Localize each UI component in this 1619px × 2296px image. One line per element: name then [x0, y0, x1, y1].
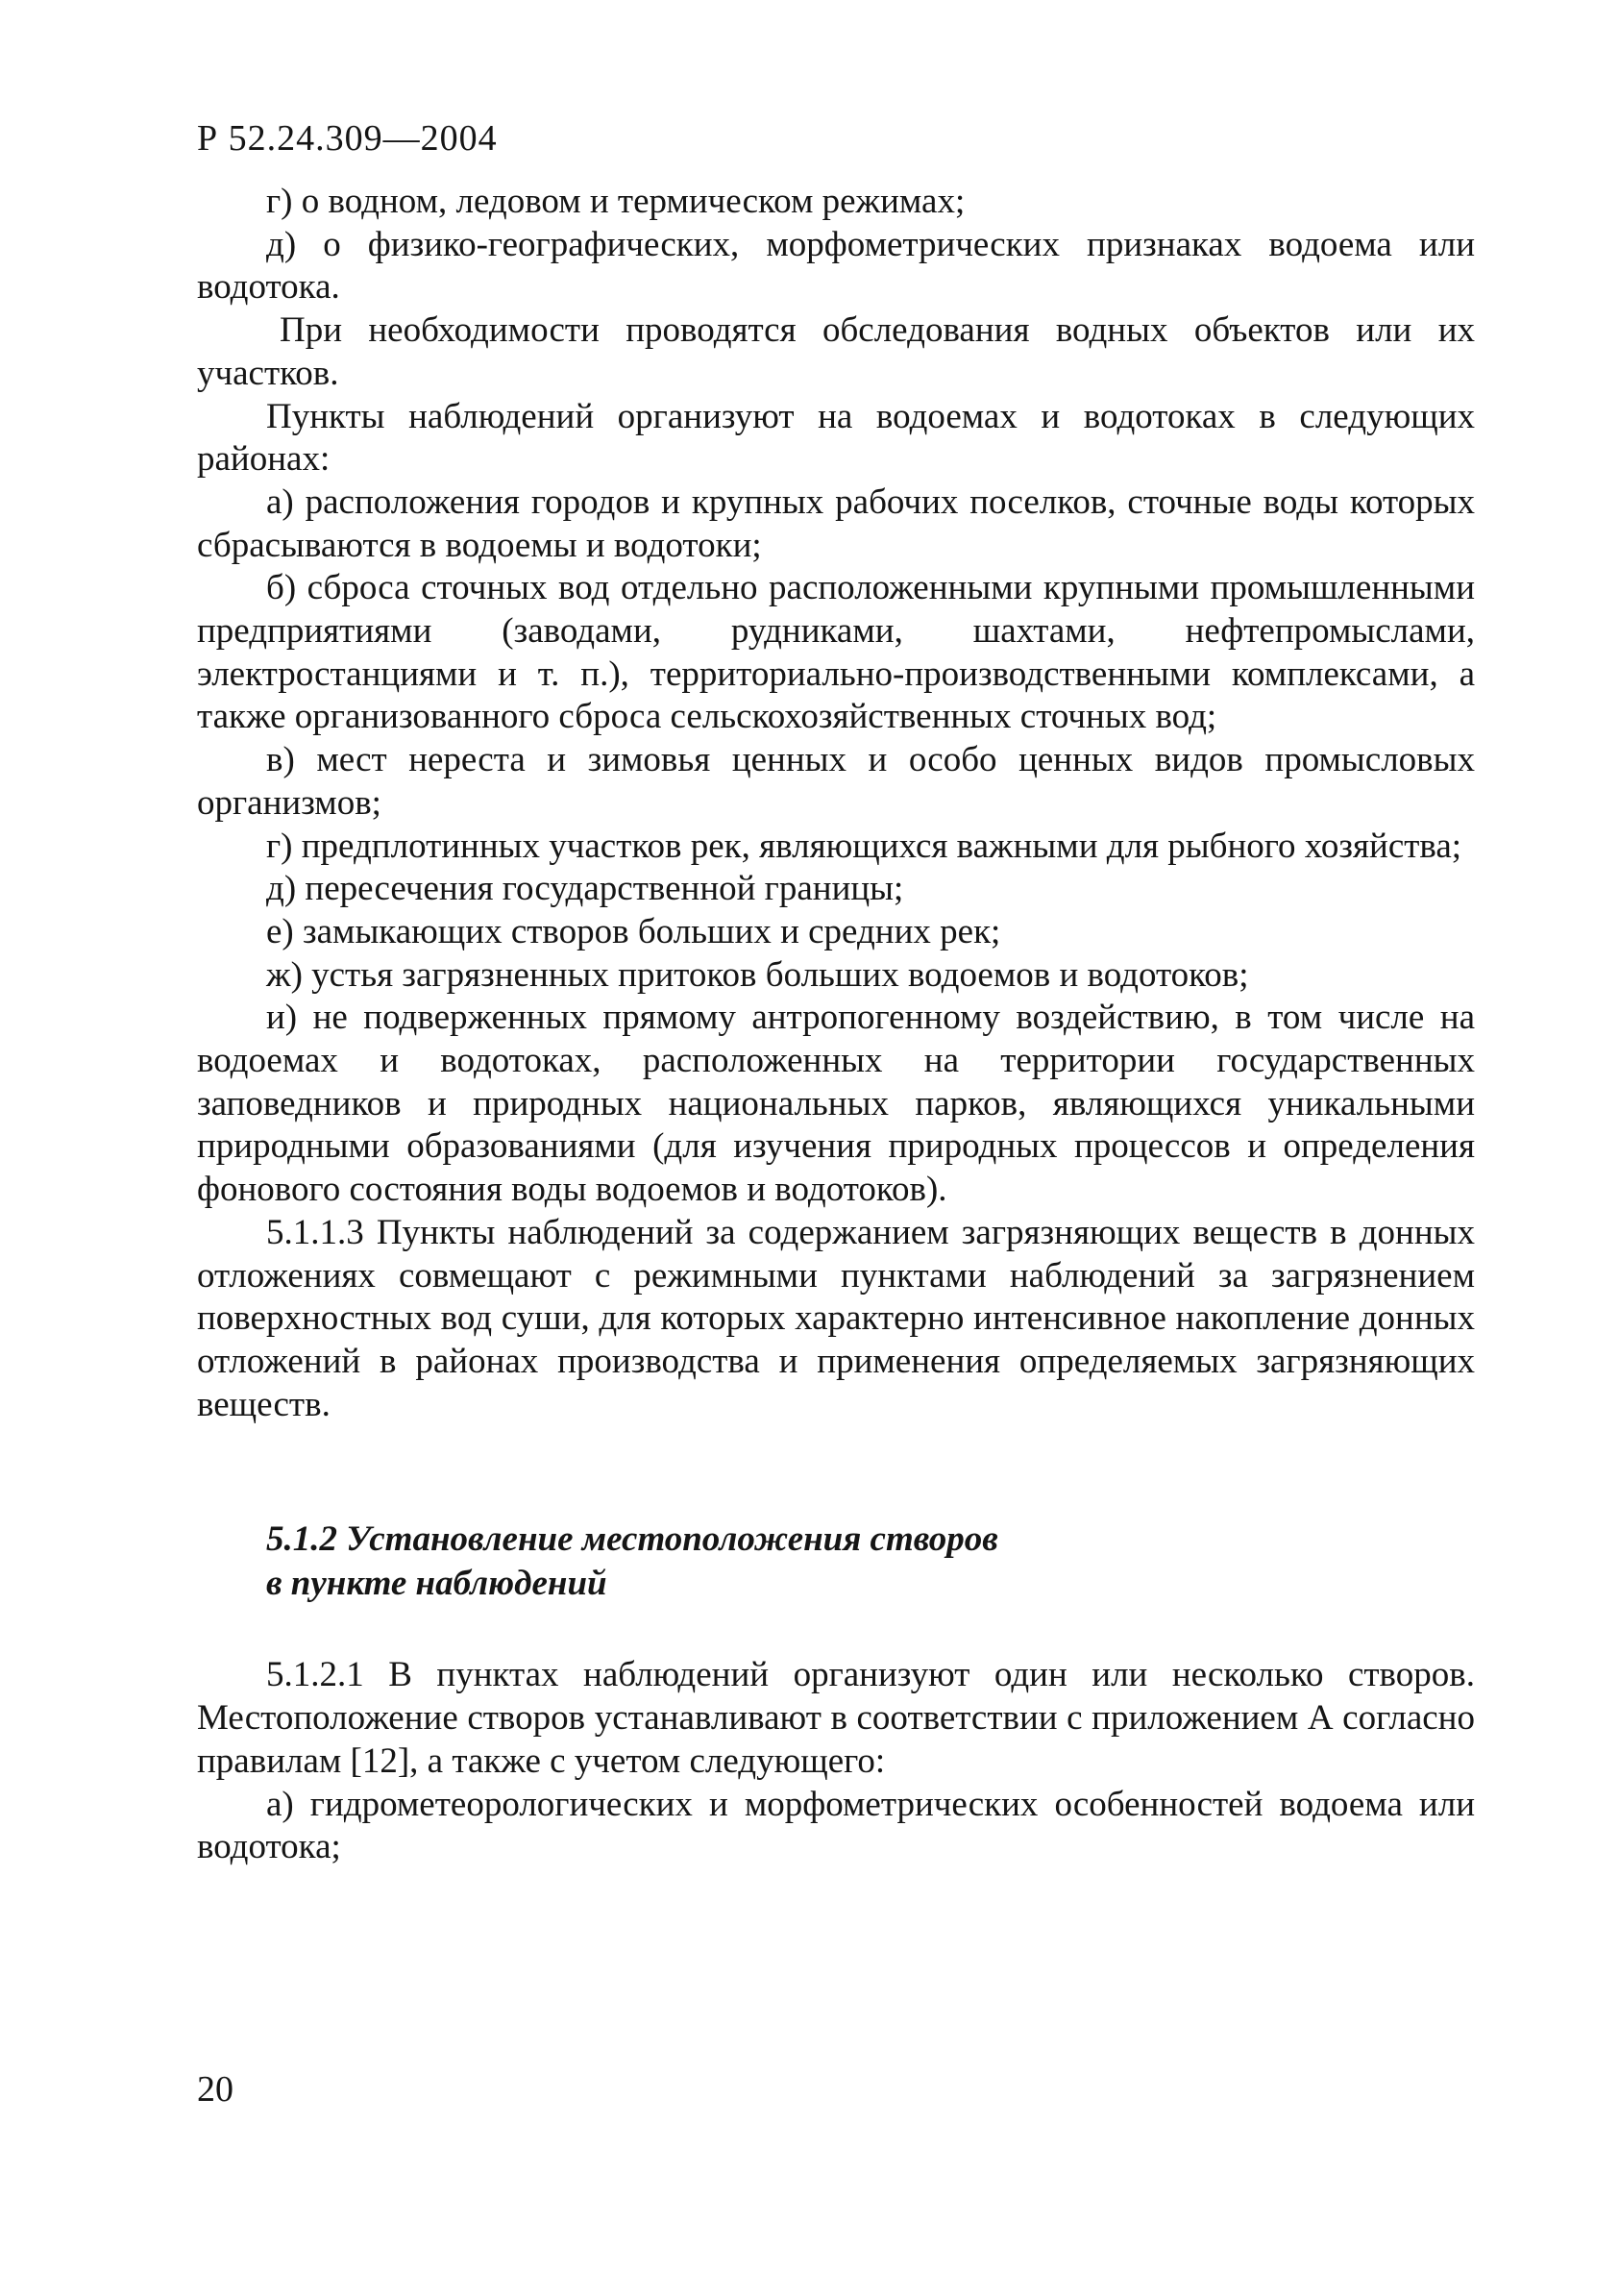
clause-5-1-1-3: 5.1.1.3 Пункты наблюдений за содержанием загрязняющих веществ в донных отложениях совмещают с режимными пунктами наблюдений за загрязнением поверхностных вод суши, для которых характерно интенсивное накопление донных отложений в районах производства и применения определяемых загрязняющих веществ. — [197, 1212, 1475, 1424]
list-item-v-spawning: в) мест нереста и зимовья ценных и особо ценных видов промысловых организмов; — [197, 740, 1475, 823]
paragraph-observation-points: Пункты наблюдений организуют на водоемах и водотоках в следующих районах: — [197, 396, 1475, 480]
list-item-e-closing-sections: е) замыкающих створов больших и средних рек; — [266, 911, 1001, 951]
paragraph-item-g-water-regimes: г) о водном, ледовом и термическом режимах; — [266, 182, 966, 221]
list-item-i-reserves: и) не подверженных прямому антропогенному воздействию, в том числе на водоемах и водотоках, расположенных на территории государственных заповедников и природных национальных парков, являющихся уникальными природными образованиями (для изучения природных процессов и определения фонового состояния воды водоемов и водотоков). — [197, 998, 1475, 1210]
section-heading — [197, 1518, 1475, 1606]
clause-5-1-2-1: 5.1.2.1 В пунктах наблюдений организуют один или несколько створов. Местоположение створов устанавливают в соответствии с приложением А согласно правилам [12], а также с учетом следующего: — [197, 1655, 1475, 1781]
document-page — [197, 115, 1475, 2259]
paragraph-surveys: При необходимости проводятся обследования водных объектов или их участков. — [197, 310, 1475, 393]
list-item-b-wastewater: б) сброса сточных вод отдельно расположенными крупными промышленными предприятиями (заводами, рудниками, шахтами, нефтепромыслами, электростанциями и т. п.), территориально-производственными комплексами, а также организованного сброса сельскохозяйственных сточных вод; — [197, 568, 1475, 737]
list-item-a-hydrometeorological: а) гидрометеорологических и морфометрических особенностей водоема или водотока; — [197, 1784, 1475, 1867]
list-item-a-cities: а) расположения городов и крупных рабочих поселков, сточные воды которых сбрасываются в водоемы и водотоки; — [197, 481, 1475, 565]
document-code: Р 52.24.309—2004 — [197, 118, 498, 159]
section-heading-line-1: 5.1.2 Установление местоположения створов — [266, 1519, 998, 1560]
page-number: 20 — [197, 2069, 233, 2110]
paragraph-item-d-physiographic: д) о физико-географических, морфометрических признаках водоема или водотока. — [197, 224, 1475, 308]
list-item-g-dam-sections: г) предплотинных участков рек, являющихся важными для рыбного хозяйства; — [266, 826, 1462, 866]
list-item-zh-tributaries: ж) устья загрязненных притоков больших водоемов и водотоков; — [266, 954, 1249, 995]
list-item-d-border: д) пересечения государственной границы; — [266, 869, 904, 909]
section-heading-line-2: в пункте наблюдений — [266, 1564, 607, 1604]
